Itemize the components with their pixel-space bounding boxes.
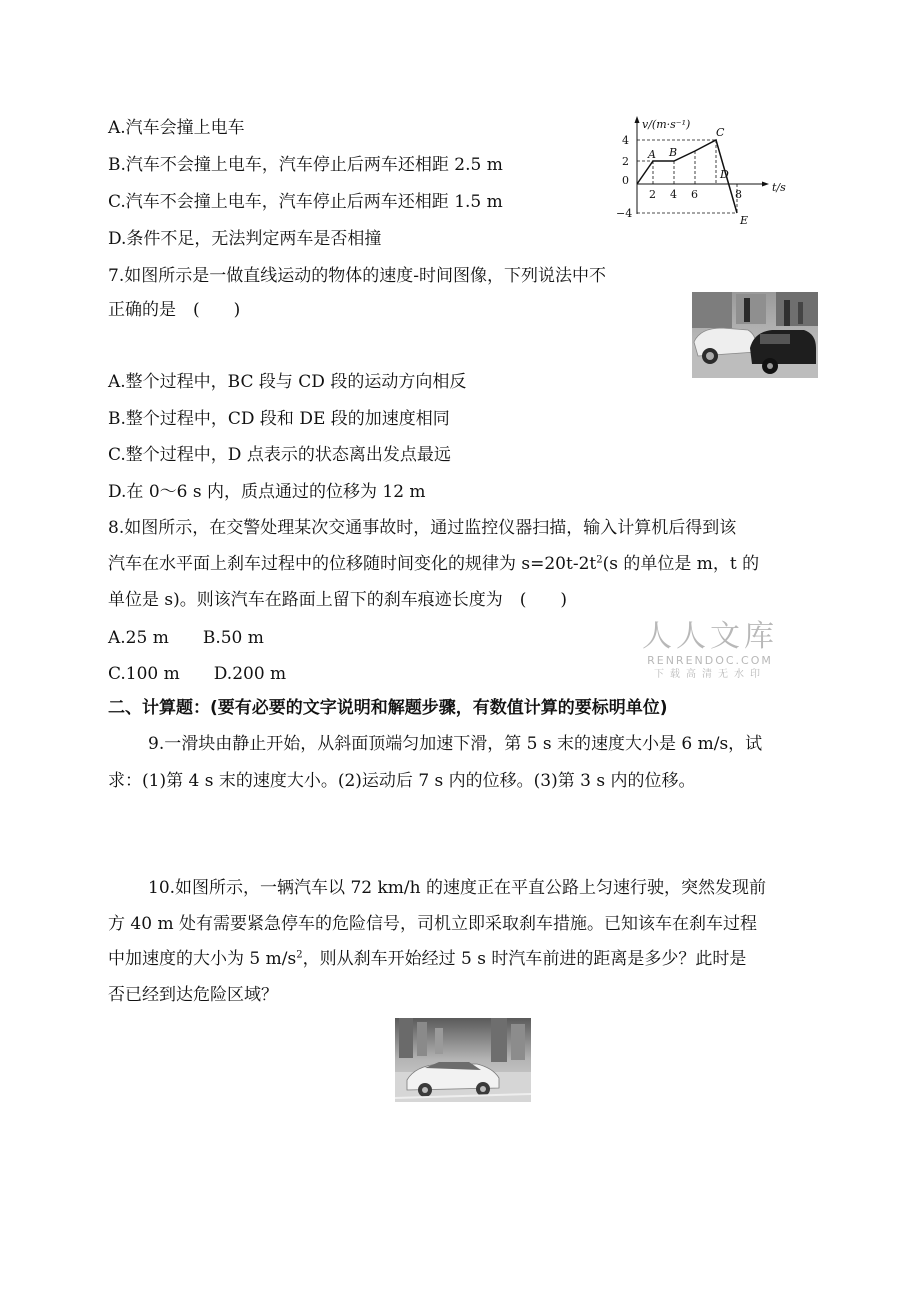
q9-line1: 9.一滑块由静止开始，从斜面顶端匀加速下滑，第 5 s 末的速度大小是 6 m/s，试 (148, 734, 763, 754)
q10-line4: 否已经到达危险区域？ (108, 985, 278, 1005)
q8-line2-text-cont: (s 的单位是 m，t 的 (602, 554, 760, 574)
watermark-site: RENRENDOC.COM (647, 654, 773, 667)
q6-option-a: A.汽车会撞上电车 (108, 118, 245, 138)
y-axis-label: v/(m·s⁻¹) (642, 118, 691, 131)
x-tick: 4 (670, 188, 677, 201)
q8-line2-superscript: 2 (596, 554, 603, 566)
q6-option-d: D.条件不足，无法判定两车是否相撞 (108, 229, 382, 249)
y-tick: 0 (622, 174, 629, 187)
q8-options-row1: A.25 m B.50 m (108, 628, 264, 648)
q10-line3-text-cont: ，则从刹车开始经过 5 s 时汽车前进的距离是多少？此时是 (302, 949, 747, 969)
point-label: B (669, 146, 678, 159)
car-on-road-photo (395, 1018, 531, 1102)
x-tick: 2 (649, 188, 656, 201)
q8-line3: 单位是 s)。则该汽车在路面上留下的刹车痕迹长度为 ( ) (108, 590, 568, 610)
q7-option-b: B.整个过程中，CD 段和 DE 段的加速度相同 (108, 409, 450, 429)
q10-line2: 方 40 m 处有需要紧急停车的危险信号，司机立即采取刹车措施。已知该车在刹车过程 (108, 914, 757, 934)
x-tick: 6 (691, 188, 698, 201)
q7-option-d: D.在 0～6 s 内，质点通过的位移为 12 m (108, 482, 426, 502)
watermark-subtitle: 下载高清无水印 (654, 669, 766, 680)
q6-option-c: C.汽车不会撞上电车，汽车停止后两车还相距 1.5 m (108, 192, 503, 212)
y-tick: 4 (622, 134, 629, 147)
q7-stem-line2: 正确的是 ( ) (108, 300, 241, 320)
q7-stem-line1: 7.如图所示是一做直线运动的物体的速度-时间图像，下列说法中不 (108, 266, 606, 286)
y-tick: 2 (622, 155, 629, 168)
point-label: D (720, 168, 729, 181)
point-label: A (648, 148, 656, 161)
watermark (640, 620, 780, 682)
q8-line1: 8.如图所示，在交警处理某次交通事故时，通过监控仪器扫描，输入计算机后得到该 (108, 518, 737, 538)
q7-option-c: C.整个过程中，D 点表示的状态离出发点最远 (108, 445, 451, 465)
q9-line2: 求：(1)第 4 s 末的速度大小。(2)运动后 7 s 内的位移。(3)第 3 s 内的位移。 (108, 771, 696, 791)
q10-line1: 10.如图所示，一辆汽车以 72 km/h 的速度正在平直公路上匀速行驶，突然发现前 (148, 878, 766, 898)
q8-options-row2: C.100 m D.200 m (108, 664, 287, 684)
velocity-time-graph (616, 114, 796, 226)
q8-line2-text: 汽车在水平面上刹车过程中的位移随时间变化的规律为 s=20t-2t (108, 554, 597, 574)
traffic-accident-photo (692, 292, 818, 378)
point-label: E (740, 214, 749, 226)
x-tick: 8 (735, 188, 742, 201)
q10-line3-superscript: 2 (296, 949, 303, 961)
x-axis-arrow (762, 182, 769, 187)
q6-option-b: B.汽车不会撞上电车，汽车停止后两车还相距 2.5 m (108, 155, 503, 175)
section-heading: 二、计算题：(要有必要的文字说明和解题步骤，有数值计算的要标明单位) (108, 698, 668, 718)
y-tick: −4 (616, 207, 633, 220)
y-axis-arrow (635, 116, 640, 123)
point-label: C (716, 126, 725, 139)
watermark-title: 人人文库 (642, 619, 778, 654)
q8-line2 (108, 552, 759, 576)
q7-option-a: A.整个过程中，BC 段与 CD 段的运动方向相反 (108, 372, 467, 392)
q10-line3-text: 中加速度的大小为 5 m/s (108, 949, 297, 969)
x-axis-label: t/s (772, 181, 786, 194)
q10-line3 (108, 947, 746, 971)
